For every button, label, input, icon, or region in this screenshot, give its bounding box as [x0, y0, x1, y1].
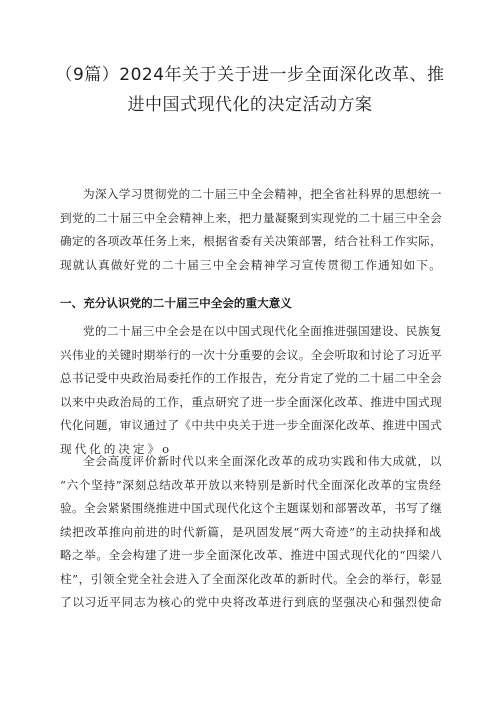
text-line: 了以习近平同志为核心的党中央将改革进行到底的坚强决心和强烈使命	[60, 595, 443, 609]
section-heading: 一、充分认识党的二十届三中全会的重大意义	[60, 296, 292, 310]
text-line: 总书记受中央政治局委托作的工作报告，充分肯定了党的二十届二中全会	[60, 371, 443, 385]
text-line: 兴伟业的关键时期举行的一次十分重要的会议。全会听取和讨论了习近平	[60, 347, 443, 362]
text-line: 到党的二十届三中全会精神上来，把力量凝聚到实现党的二十届三中全会	[60, 210, 443, 225]
body-paragraph	[60, 450, 442, 615]
text-line: 代化问题，审议通过了《中共中央关于进一步全面深化改革、推进中国式	[60, 418, 443, 432]
text-line: 续把改革推向前进的时代新篇，是巩固发展“两大奇迹”的主动抉择和战	[60, 524, 442, 539]
title-line: （9篇）2024年关于关于进一步全面深化改革、推	[55, 65, 445, 85]
text-line: 柱”，引领全党全社会进入了全面深化改革的新时代。全会的举行，彰显	[60, 571, 443, 586]
text-line: 确定的各项改革任务上来，根据省委有关决策部署，结合社科工作实际，	[60, 234, 443, 248]
body-paragraph	[60, 320, 442, 461]
intro-paragraph	[60, 183, 442, 277]
text-line: 以来中央政治局的工作，重点研究了进一步全面深化改革、推进中国式现	[60, 394, 443, 409]
text-line: 为深入学习贯彻党的二十届三中全会精神，把全省社科界的思想统一	[83, 187, 442, 201]
text-line: “六个坚持”深刻总结改革开放以来特别是新时代全面深化改革的宝贵经	[60, 477, 442, 492]
text-line: 验。全会紧紧围绕推进中国式现代化这个主题谋划和部署改革，书写了继	[60, 501, 443, 515]
text-line: 党的二十届三中全会是在以中国式现代化全面推进强国建设、民族复	[83, 324, 442, 338]
text-line: 全会高度评价新时代以来全面深化改革的成功实践和伟大成就，以	[83, 454, 443, 468]
text-line: 现代化的决定》o	[60, 441, 173, 456]
document-title	[40, 60, 460, 120]
text-line: 略之举。全会构建了进一步全面深化改革、推进中国式现代化的“四梁八	[60, 548, 443, 562]
title-line: 进中国式现代化的决定活动方案	[127, 95, 373, 115]
text-line: 现就认真做好党的二十届三中全会精神学习宣传贯彻工作通知如下。	[60, 257, 442, 272]
